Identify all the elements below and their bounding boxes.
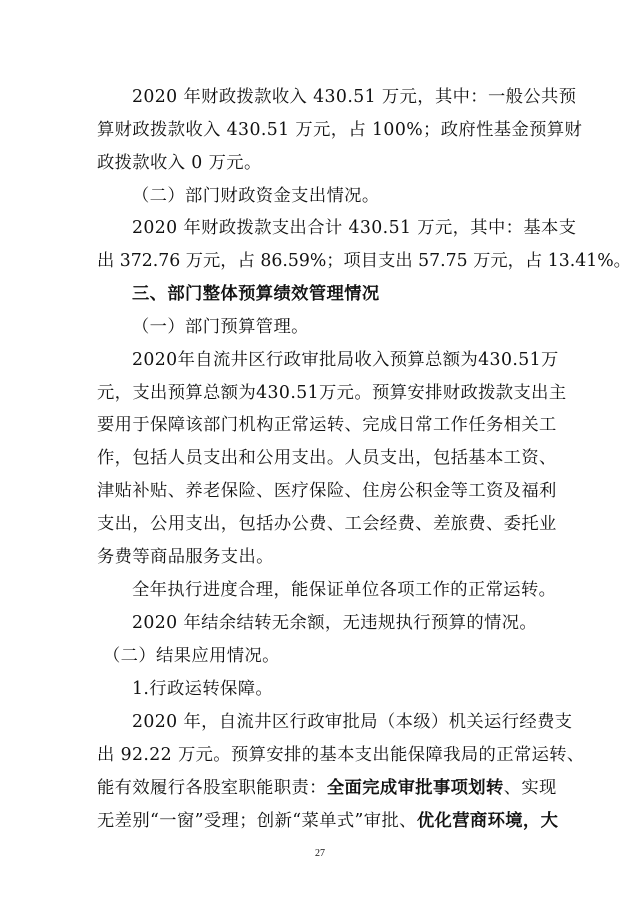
paragraph-line: 作，包括人员支出和公用支出。人员支出，包括基本工资、 <box>97 448 557 468</box>
text-span: 、实现 <box>503 778 557 798</box>
paragraph-line: 津贴补贴、养老保险、医疗保险、住房公积金等工资及福利 <box>97 481 557 501</box>
bold-text: 优化营商环境，大 <box>416 811 559 831</box>
bold-text: 全面完成审批事项划转 <box>326 778 504 798</box>
paragraph-line: 支出，公用支出，包括办公费、工会经费、差旅费、委托业 <box>97 514 557 534</box>
text-span: 无差别“一窗”受理；创新“菜单式”审批、 <box>97 811 417 831</box>
section-heading: （二）部门财政资金支出情况。 <box>132 186 380 206</box>
paragraph-line: 算财政拨款收入 430.51 万元，占 100%；政府性基金预算财 <box>97 120 583 140</box>
paragraph-line <box>97 777 557 799</box>
paragraph-line: 务费等商品服务支出。 <box>97 547 274 567</box>
sub-heading: （一）部门预算管理。 <box>132 317 309 337</box>
paragraph-line: 2020年自流井区行政审批局收入预算总额为430.51万 <box>132 350 559 370</box>
paragraph-line: 全年执行进度合理，能保证单位各项工作的正常运转。 <box>132 580 557 600</box>
paragraph-line: 2020 年结余结转无余额，无违规执行预算的情况。 <box>132 613 538 633</box>
page-number: 27 <box>315 848 325 859</box>
paragraph-line: 元，支出预算总额为430.51万元。预算安排财政拨款支出主 <box>97 383 567 403</box>
section-heading: 三、部门整体预算绩效管理情况 <box>132 284 380 304</box>
paragraph-line: 2020 年，自流井区行政审批局（本级）机关运行经费支 <box>132 712 573 732</box>
paragraph-line: 政拨款收入 0 万元。 <box>97 153 262 173</box>
paragraph-line: 要用于保障该部门机构正常运转、完成日常工作任务相关工 <box>97 415 557 435</box>
paragraph-line: 2020 年财政拨款支出合计 430.51 万元，其中：基本支 <box>132 218 577 238</box>
text-span: 能有效履行各股室职能职责： <box>97 778 327 798</box>
paragraph-line: 出 372.76 万元，占 86.59%；项目支出 57.75 万元，占 13.41%。 <box>97 251 631 271</box>
paragraph-line: 2020 年财政拨款收入 430.51 万元，其中：一般公共预 <box>132 87 577 107</box>
paragraph-line: 出 92.22 万元。预算安排的基本支出能保障我局的正常运转、 <box>97 745 585 765</box>
sub-heading: 1.行政运转保障。 <box>132 679 274 699</box>
sub-heading: （二）结果应用情况。 <box>103 646 280 666</box>
paragraph-line <box>97 810 558 832</box>
